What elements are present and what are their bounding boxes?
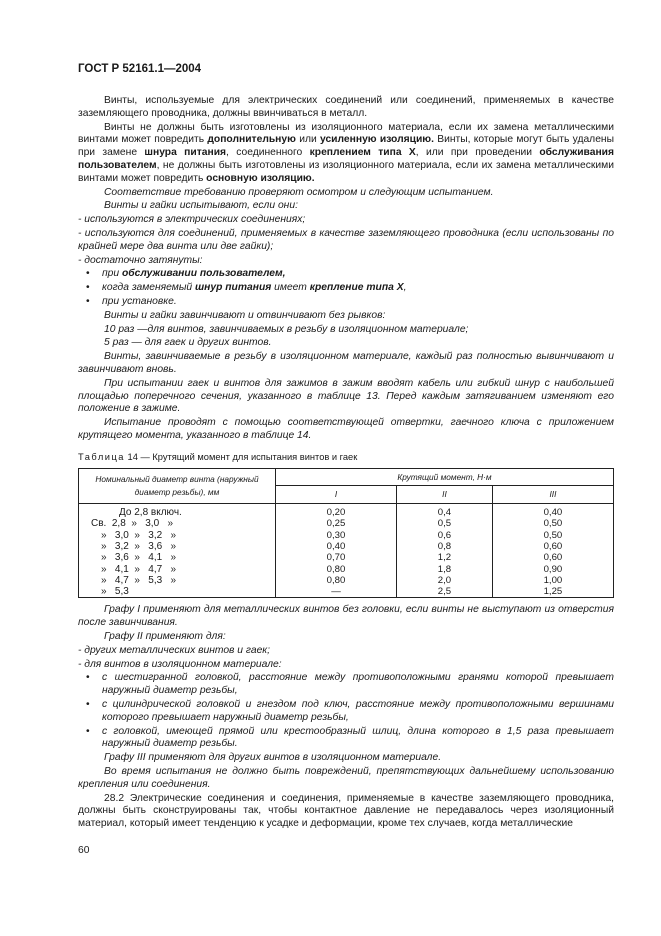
paragraph: Графу III применяют для других винтов в изоляционном материале.	[104, 752, 442, 764]
test-list-item: - достаточно затянуты:	[78, 254, 203, 266]
text-run: , или при проведении	[415, 147, 540, 159]
bullet-item: • с шестигранной головкой, расстояние между противоположными гранями которой превышает наружный диаметр резьбы,	[78, 672, 614, 698]
cell-I: —	[276, 586, 397, 598]
cell-II: 0,5	[397, 518, 493, 529]
term: шнур питания	[195, 282, 272, 294]
cell-III: 0,60	[492, 552, 613, 563]
cell-II: 1,2	[397, 552, 493, 563]
table-row	[79, 552, 614, 563]
test-paragraph: 5 раз — для гаек и других винтов.	[104, 337, 272, 349]
cell-II: 2,0	[397, 575, 493, 586]
torque-table	[78, 468, 614, 599]
text-run: когда заменяемый	[102, 282, 196, 294]
text-run: , соединенного	[226, 147, 310, 159]
cell-diameter: » 5,3	[79, 586, 276, 598]
page-number: 60	[78, 845, 90, 856]
cell-diameter: До 2,8 включ.	[79, 507, 276, 518]
cell-III: 0,90	[492, 564, 613, 575]
document-body	[78, 95, 614, 832]
text-run: или	[295, 134, 320, 146]
cell-I: 0,70	[276, 552, 397, 563]
test-paragraph: Испытание проводят с помощью соответствующей отвертки, гаечного ключа с приложением крутящего момента, указанного в таблице 14.	[78, 417, 614, 441]
term: обслуживания пользователем	[78, 147, 614, 171]
column-header-III: III	[492, 486, 613, 504]
cell-II: 2,5	[397, 586, 493, 598]
text-run: при	[102, 268, 122, 280]
cell-diameter: Св. 2,8 » 3,0 »	[79, 518, 276, 529]
cell-II: 0,8	[397, 541, 493, 552]
cell-III: 0,60	[492, 541, 613, 552]
cell-III: 0,50	[492, 530, 613, 541]
table-row	[79, 575, 614, 586]
caption-label: Таблица	[78, 451, 125, 462]
test-paragraph: При испытании гаек и винтов для зажимов в зажим вводят кабель или гибкий шнур с наибольшей площадью поперечного сечения, указанного в таблице 13. Перед каждым затягиванием изменяют его положение в зажиме.	[78, 377, 614, 415]
text-run: имеет	[271, 282, 310, 294]
test-list-item: - используются в электрических соединениях;	[78, 214, 306, 226]
cell-diameter: » 3,0 » 3,2 »	[79, 530, 276, 541]
cell-II: 1,8	[397, 564, 493, 575]
column-header-diameter: Номинальный диаметр винта (наружный диаметр резьбы), мм	[79, 468, 276, 504]
test-list-item: - используются для соединений, применяемых в качестве заземляющего проводника (если использованы по крайней мере два винта или две гайки);	[78, 227, 614, 252]
test-paragraph: Винты, завинчиваемые в резьбу в изоляционном материале, каждый раз полностью вывинчивают и завинчивают вновь.	[78, 351, 614, 375]
term: основную изоляцию.	[206, 172, 315, 184]
table-row	[79, 586, 614, 598]
term: дополнительную	[207, 134, 296, 146]
paragraph: Во время испытания не должно быть повреждений, препятствующих дальнейшему использованию крепления или соединения.	[78, 766, 614, 790]
test-paragraph: Винты и гайки испытывают, если они:	[104, 200, 298, 212]
paragraph: Винты, используемые для электрических соединений или соединений, применяемых в качестве заземляющего проводника, должны ввинчиваться в металл.	[78, 95, 614, 119]
term: крепление типа X	[309, 282, 404, 294]
text-run: Винты, которые могут быть удалены при замене	[78, 134, 615, 159]
paragraph: Графу II применяют для:	[104, 631, 226, 643]
list-item: - для винтов в изоляционном материале:	[78, 658, 282, 670]
cell-I: 0,80	[276, 564, 397, 575]
table-row	[79, 541, 614, 552]
cell-diameter: » 4,1 » 4,7 »	[79, 564, 276, 575]
bullet-item	[78, 282, 614, 295]
term: шнура питания	[144, 147, 227, 159]
column-header-I: I	[276, 486, 397, 504]
term: креплением типа X	[309, 147, 416, 159]
cell-diameter: » 3,2 » 3,6 »	[79, 541, 276, 552]
text-run: , не должны быть изготовлены из изоляционного материала, если их замена металлическими винтами может повредить	[78, 159, 614, 184]
bullet-item	[78, 268, 614, 281]
paragraph: Графу I применяют для металлических винтов без головки, если винты не выступают из отверстия после завинчивания.	[78, 604, 614, 629]
table-row	[79, 507, 614, 518]
test-paragraph: Винты и гайки завинчивают и отвинчивают без рывков:	[104, 309, 386, 321]
cell-II: 0,4	[397, 507, 493, 518]
test-paragraph: 10 раз —для винтов, завинчиваемых в резьбу в изоляционном материале;	[104, 323, 469, 335]
cell-II: 0,6	[397, 530, 493, 541]
column-header-II: II	[397, 486, 493, 504]
table-caption	[78, 451, 614, 464]
cell-I: 0,30	[276, 530, 397, 541]
cell-III: 0,40	[492, 507, 613, 518]
bullet-item: • с головкой, имеющей прямой или крестообразный шлиц, длина которого в 1,5 раза превышает наружный диаметр резьбы.	[78, 726, 614, 752]
text-run: Винты не должны быть изготовлены из изоляционного материала, если их замена металлическими винтами может повредить	[78, 121, 614, 146]
paragraph: 28.2 Электрические соединения и соединения, применяемые в качестве заземляющего проводника, должны быть сконструированы так, чтобы контактное давление не передавалось через изоляционный материал, который имеет тенденцию к усадке и деформации, кроме тех случаев, когда металлические	[78, 792, 614, 830]
table-row	[79, 530, 614, 541]
cell-III: 1,00	[492, 575, 613, 586]
term: обслуживании пользователем,	[121, 268, 286, 280]
caption-text: 14 — Крутящий момент для испытания винтов и гаек	[124, 451, 358, 462]
cell-I: 0,40	[276, 541, 397, 552]
paragraph	[78, 122, 614, 186]
cell-diameter: » 3,6 » 4,1 »	[79, 552, 276, 563]
test-paragraph: Соответствие требованию проверяют осмотром и следующим испытанием.	[104, 186, 494, 198]
cell-diameter: » 4,7 » 5,3 »	[79, 575, 276, 586]
page-header: ГОСТ Р 52161.1—2004	[78, 63, 202, 75]
cell-I: 0,80	[276, 575, 397, 586]
term: усиленную изоляцию.	[319, 134, 434, 146]
cell-III: 0,50	[492, 518, 613, 529]
table-row	[79, 564, 614, 575]
cell-III: 1,25	[492, 586, 613, 598]
column-header-torque: Крутящий момент, Н·м	[276, 468, 614, 486]
bullet-item: • с цилиндрической головкой и гнездом под ключ, расстояние между противоположными вершинами которого превышает наружный диаметр резьбы,	[78, 699, 614, 725]
bullet-item: • при установке.	[78, 296, 614, 309]
cell-I: 0,20	[276, 507, 397, 518]
table-row	[79, 518, 614, 529]
text-run: ,	[403, 282, 407, 294]
cell-I: 0,25	[276, 518, 397, 529]
list-item: - других металлических винтов и гаек;	[78, 644, 271, 656]
